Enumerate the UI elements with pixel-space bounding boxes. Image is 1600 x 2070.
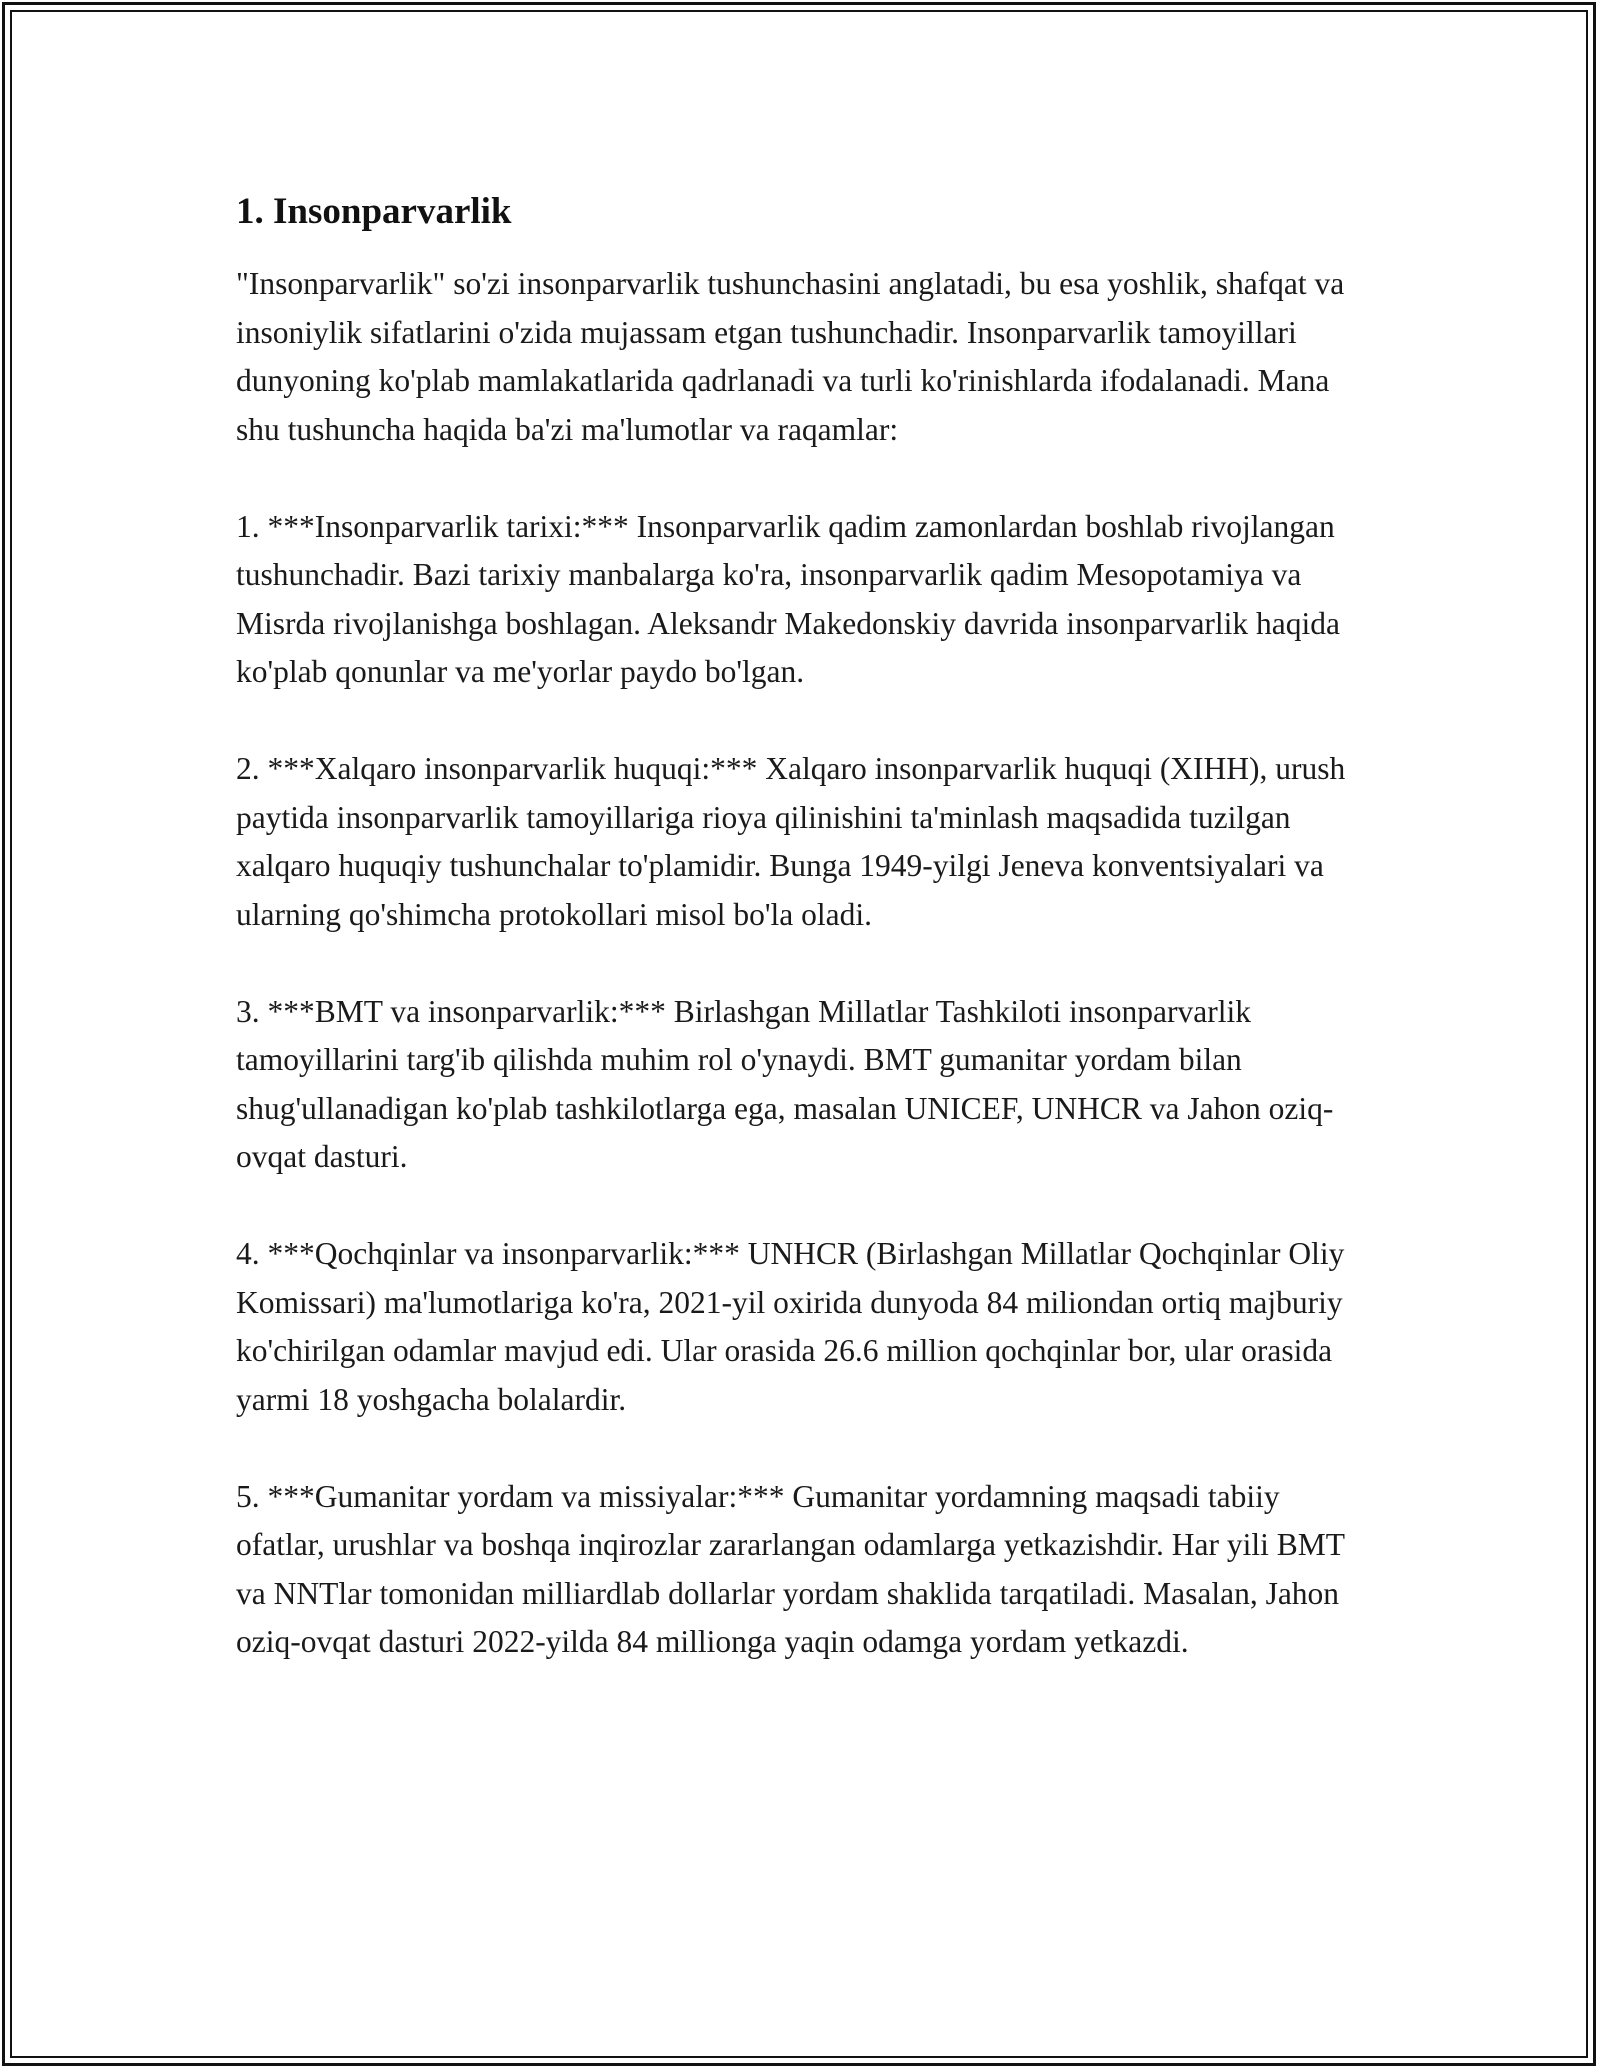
- list-item-history: 1. ***Insonparvarlik tarixi:*** Insonparvarlik qadim zamonlardan boshlab rivojlangan tushunchadir. Bazi tarixiy manbalarga ko'ra, insonparvarlik qadim Mesopotamiya va Misrda rivojlanishga boshlagan. Aleksandr Makedonskiy davrida insonparvarlik haqida ko'plab qonunlar va me'yorlar paydo bo'lgan.: [236, 508, 1341, 689]
- intro-paragraph: "Insonparvarlik" so'zi insonparvarlik tushunchasini anglatadi, bu esa yoshlik, shafqat va insoniylik sifatlarini o'zida mujassam etgan tushunchadir. Insonparvarlik tamoyillari dunyoning ko'plab mamlakatlarida qadrlanadi va turli ko'rinishlarda ifodalanadi. Mana shu tushuncha haqida ba'zi ma'lumotlar va raqamlar:: [236, 266, 1345, 447]
- document-body: [236, 188, 1376, 1715]
- list-item-refugees: 4. ***Qochqinlar va insonparvarlik:*** UNHCR (Birlashgan Millatlar Qochqinlar Oliy Komissari) ma'lumotlariga ko'ra, 2021-yil oxirida dunyoda 84 miliondan ortiq majburiy ko'chirilgan odamlar mavjud edi. Ular orasida 26.6 million qochqinlar bor, ular orasida yarmi 18 yoshgacha bolalardir.: [236, 1236, 1345, 1417]
- list-item-humanitarian-aid: 5. ***Gumanitar yordam va missiyalar:*** Gumanitar yordamning maqsadi tabiiy ofatlar, urushlar va boshqa inqirozlar zararlangan odamlarga yetkazishdir. Har yili BMT va NNTlar tomonidan milliardlab dollarlar yordam shaklida tarqatiladi. Masalan, Jahon oziq-ovqat dasturi 2022-yilda 84 millionga yaqin odamga yordam yetkazdi.: [236, 1478, 1345, 1659]
- section-heading: 1. Insonparvarlik: [236, 191, 512, 232]
- list-item-international-law: 2. ***Xalqaro insonparvarlik huquqi:*** Xalqaro insonparvarlik huquqi (XIHH), urush paytida insonparvarlik tamoyillariga rioya qilinishini ta'minlash maqsadida tuzilgan xalqaro huquqiy tushunchalar to'plamidir. Bunga 1949-yilgi Jeneva konventsiyalari va ularning qo'shimcha protokollari misol bo'la oladi.: [236, 751, 1346, 932]
- list-item-un: 3. ***BMT va insonparvarlik:*** Birlashgan Millatlar Tashkiloti insonparvarlik tamoyillarini targ'ib qilishda muhim rol o'ynaydi. BMT gumanitar yordam bilan shug'ullanadigan ko'plab tashkilotlarga ega, masalan UNICEF, UNHCR va Jahon oziq-ovqat dasturi.: [236, 993, 1334, 1174]
